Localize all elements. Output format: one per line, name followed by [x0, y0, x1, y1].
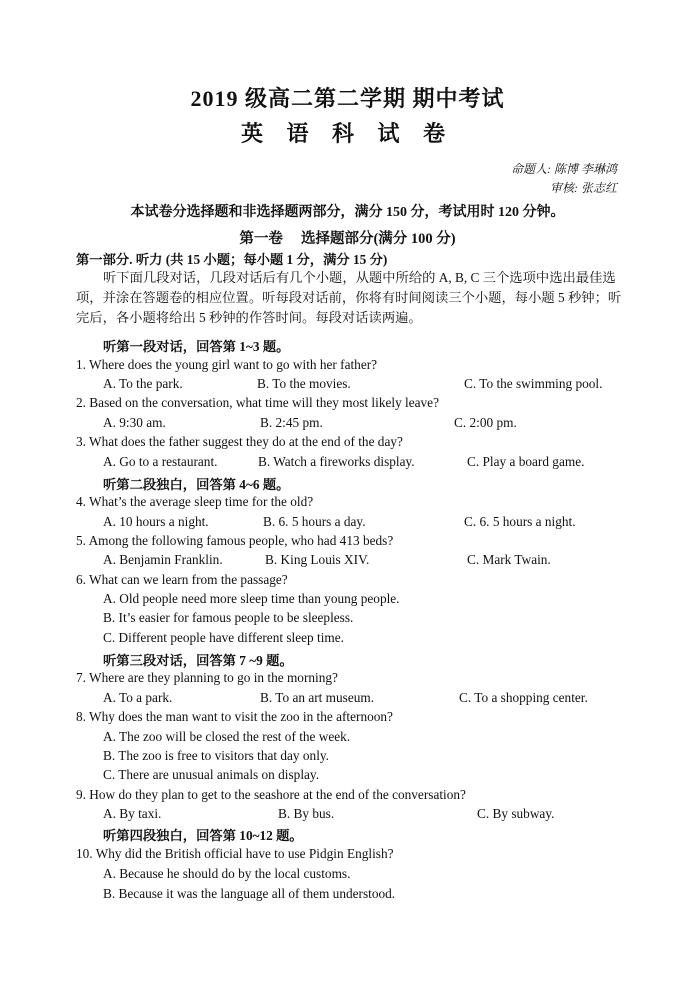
q3-option-b: B. Watch a fireworks display.: [258, 454, 415, 469]
q6-option-b: B. It’s easier for famous people to be sleepless.: [103, 610, 354, 625]
question-6: 6. What can we learn from the passage?: [76, 572, 288, 587]
q9-option-b: B. By bus.: [278, 806, 335, 821]
q2-option-a: A. 9:30 am.: [103, 415, 166, 430]
q4-option-b: B. 6. 5 hours a day.: [263, 514, 366, 529]
question-7: 7. Where are they planning to go in the morning?: [76, 670, 338, 685]
section-heading: 听第三段对话，回答第 7 ~9 题。: [103, 653, 293, 668]
question-4: 4. What’s the average sleep time for the old?: [76, 494, 314, 509]
part1-heading: 第一部分. 听力 (共 15 小题；每小题 1 分，满分 15 分): [76, 252, 388, 267]
question-2: 2. Based on the conversation, what time will they most likely leave?: [76, 395, 439, 410]
q4-option-a: A. 10 hours a night.: [103, 514, 209, 529]
q6-option-c: C. Different people have different sleep time.: [103, 630, 344, 645]
question-8: 8. Why does the man want to visit the zoo in the afternoon?: [76, 709, 393, 724]
q10-option-a: A. Because he should do by the local customs.: [103, 866, 351, 881]
q5-option-b: B. King Louis XIV.: [265, 552, 370, 567]
question-5: 5. Among the following famous people, who had 413 beds?: [76, 533, 394, 548]
q10-option-b: B. Because it was the language all of them understood.: [103, 886, 396, 901]
q1-option-a: A. To the park.: [103, 376, 183, 391]
question-3: 3. What does the father suggest they do at the end of the day?: [76, 434, 403, 449]
author-credit: 命题人: 陈博 李琳鸿: [511, 162, 617, 176]
exam-subject-title: 英 语 科 试 卷: [240, 121, 454, 146]
question-9: 9. How do they plan to get to the seashore at the end of the conversation?: [76, 787, 466, 802]
q7-option-c: C. To a shopping center.: [459, 690, 588, 705]
q1-option-b: B. To the movies.: [257, 376, 351, 391]
volume-heading: 第一卷 选择题部分(满分 100 分): [239, 231, 456, 247]
q4-option-c: C. 6. 5 hours a night.: [464, 514, 576, 529]
reviewer-credit: 审核: 张志红: [550, 181, 617, 195]
q5-option-c: C. Mark Twain.: [467, 552, 551, 567]
listening-instructions: 听下面几段对话，几段对话后有几个小题，从题中所给的 A, B, C 三个选项中选出最佳选项，并涂在答题卷的相应位置。听每段对话前，你将有时间阅读三个小题，每小题 5 秒钟；听完后，各小题将给出 5 秒钟的作答时间。每段对话读两遍。: [76, 270, 622, 325]
q3-option-c: C. Play a board game.: [467, 454, 585, 469]
q8-option-b: B. The zoo is free to visitors that day only.: [103, 748, 330, 763]
q2-option-c: C. 2:00 pm.: [454, 415, 517, 430]
q7-option-a: A. To a park.: [103, 690, 173, 705]
q9-option-a: A. By taxi.: [103, 806, 162, 821]
q3-option-a: A. Go to a restaurant.: [103, 454, 218, 469]
q7-option-b: B. To an art museum.: [260, 690, 375, 705]
exam-title: 2019 级高二第二学期 期中考试: [190, 86, 505, 111]
q8-option-c: C. There are unusual animals on display.: [103, 767, 320, 782]
q2-option-b: B. 2:45 pm.: [260, 415, 323, 430]
q5-option-a: A. Benjamin Franklin.: [103, 552, 223, 567]
q9-option-c: C. By subway.: [477, 806, 555, 821]
q1-option-c: C. To the swimming pool.: [464, 376, 603, 391]
section-heading: 听第四段独白，回答第 10~12 题。: [103, 828, 303, 843]
q6-option-a: A. Old people need more sleep time than young people.: [103, 591, 400, 606]
question-1: 1. Where does the young girl want to go with her father?: [76, 357, 378, 372]
section-heading: 听第二段独白，回答第 4~6 题。: [103, 477, 290, 492]
q8-option-a: A. The zoo will be closed the rest of the week.: [103, 729, 351, 744]
exam-intro: 本试卷分选择题和非选择题两部分，满分 150 分，考试用时 120 分钟。: [130, 205, 565, 220]
question-10: 10. Why did the British official have to use Pidgin English?: [76, 846, 394, 861]
section-heading: 听第一段对话，回答第 1~3 题。: [103, 339, 290, 354]
